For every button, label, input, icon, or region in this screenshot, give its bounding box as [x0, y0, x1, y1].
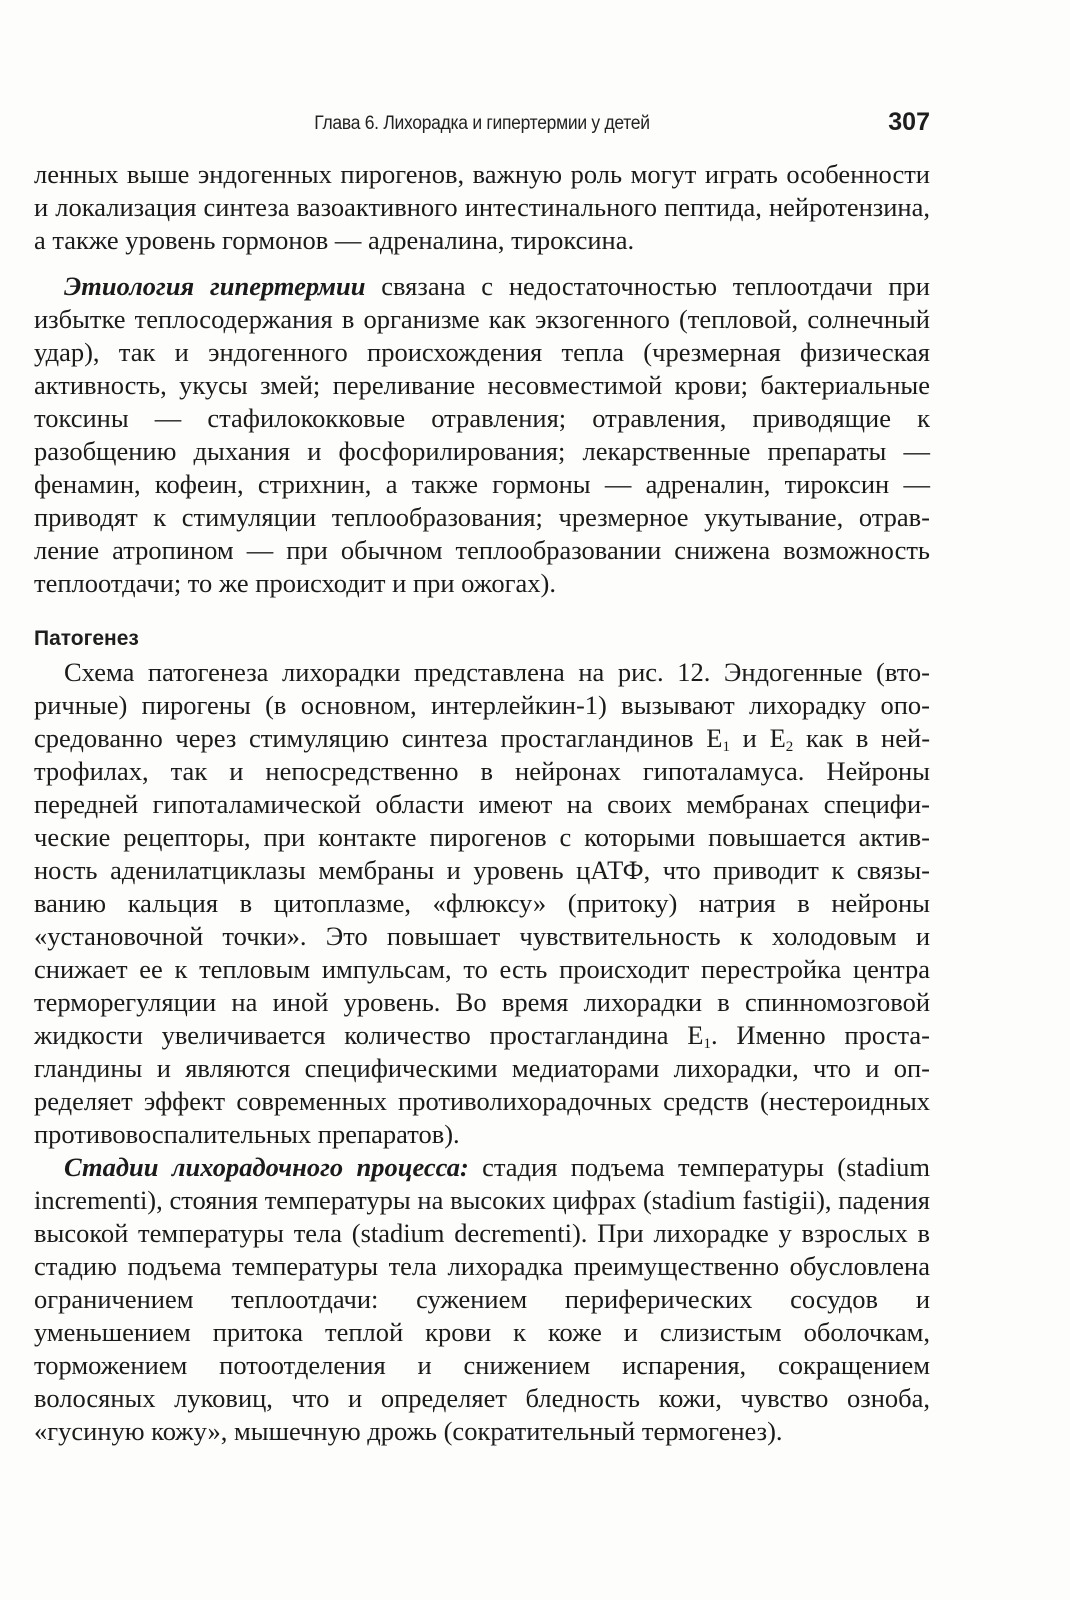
paragraph-pathogenesis	[34, 656, 930, 1151]
term-fever-stages: Стадии лихорадочного процесса:	[64, 1152, 469, 1182]
subscript: 1	[703, 1036, 711, 1052]
paragraph-text: стадия подъема температуры (stadium incrementi), стояния температуры на высоких цифрах (stadium fastigii), падения высокой температуры тела (stadium decrementi). При лихорадке у взрослых в стадию подъема температуры тела лихорадка преимущественно обусловлена ограничением теплоотдачи: сужением периферических сосудов и уменьшением притока теплой крови к коже и слизистым оболочкам, торможением потоотделения и снижением испарения, сокращением волосяных луковиц, что и определяет бледность кожи, чувство озноба, «гусиную кожу», мышечную дрожь (сократительный термогенез).	[34, 1152, 930, 1446]
term-hyperthermia-etiology: Этиология гипертермии	[64, 271, 366, 301]
chapter-title: Глава 6. Лихорадка и гипертермии у детей	[314, 113, 650, 134]
running-head	[34, 108, 930, 142]
paragraph-text: . Именно простагландины и являются специфическими медиаторами лихорадки, что и определяет эффект современных противолихорадочных средств (нестероидных противовоспалительных препаратов).	[34, 1020, 930, 1149]
paragraph-text: и Е	[729, 723, 786, 753]
paragraph-text: Схема патогенеза лихорадки представлена на рис. 12. Эндогенные (вторичные) пирогены (в основном, интерлейкин-1) вызывают лихорадку опосредованно через стимуляцию синтеза простагландинов Е	[34, 657, 930, 753]
paragraph-hyperthermia-etiology	[34, 270, 930, 600]
subscript: 1	[722, 739, 730, 755]
page-number: 307	[888, 108, 930, 136]
paragraph-text: как в нейтрофилах, так и непосредственно в нейронах гипоталамуса. Нейроны передней гипоталамической области имеют на своих мембранах специфические рецепторы, при контакте пирогенов с которыми повышается активность аденилатциклазы мембраны и уровень цАТФ, что приводит к связыванию кальция в цитоплазме, «флюксу» (притоку) натрия в нейроны «установочной точки». Это повышает чувствительность к холодовым и снижает ее к тепловым импульсам, то есть происходит перестройка центра терморегуляции на иной уровень. Во время лихорадки в спинномозговой жидкости увеличивается количество простагландина Е	[34, 723, 931, 1050]
paragraph-text: ленных выше эндогенных пирогенов, важную роль могут играть особенности и локализация синтеза вазоактивного интестинального пептида, нейротензина, а также уровень гормонов — адреналина, тироксина.	[34, 159, 930, 255]
subscript: 2	[785, 739, 794, 755]
paragraph-text: связана с недостаточностью теплоотдачи при избытке теплосодержания в организме как экзогенного (тепловой, солнечный удар), так и эндогенного происхождения тепла (чрезмерная физическая активность, укусы змей; переливание несовместимой крови; бактериальные токсины — стафилококковые отравления; отравления, приводящие к разобщению дыхания и фосфорилирования; лекарственные препараты — фенамин, кофеин, стрихнин, а также гормоны — адреналин, тироксин — приводят к стимуляции теплообразования; чрезмерное укутывание, отравление атропином — при обычном теплообразовании снижена возможность теплоотдачи; то же происходит и при ожогах).	[34, 271, 930, 598]
page-body	[34, 158, 930, 1448]
paragraph-fever-stages	[34, 1151, 930, 1448]
paragraph-continuation	[34, 158, 930, 257]
section-heading-pathogenesis: Патогенез	[34, 627, 139, 650]
